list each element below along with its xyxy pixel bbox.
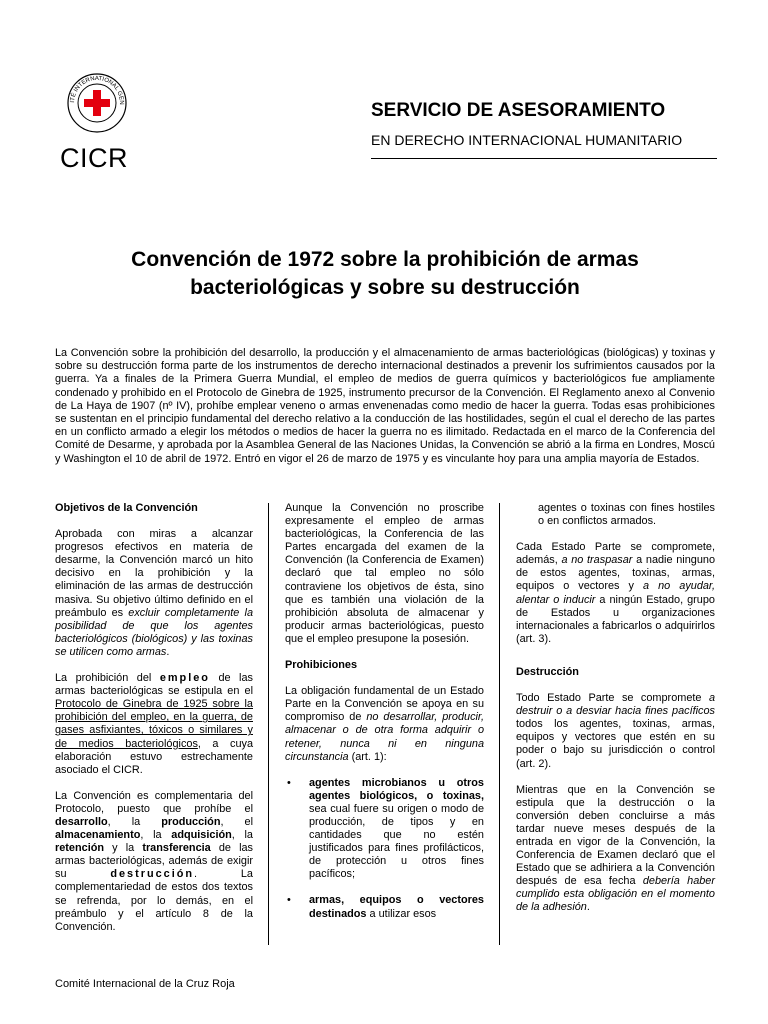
bullet-item: • agentes microbianos u otros agentes biológicos, o toxinas, sea cual fuere su origen o modo de producción, de tipos y en cantidades que no estén justificados para fines profilácticos, de protección u otros fines pacíficos; bbox=[287, 776, 484, 881]
paragraph: Cada Estado Parte se compromete, además, a no traspasar a nadie ninguno de estos agentes, toxinas, armas, equipos o vectores y a no ayudar, alentar o inducir a ningún Estado, grupo de Estados u organizaciones internacionales a fabricarlos o adquirirlos (art. 3). bbox=[516, 541, 715, 645]
column-1 bbox=[55, 502, 253, 947]
paragraph: La obligación fundamental de un Estado Parte en la Convención se apoya en su compromiso de no desarrollar, producir, almacenar o de otra forma adquirir o retener, nunca ni en ninguna circunstancia (art. 1): bbox=[285, 685, 484, 763]
paragraph: Aprobada con miras a alcanzar progresos efectivos en materia de desarme, la Convención marcó un hito decisivo en la prohibición y la eliminación de las armas de destrucción masiva. Su objetivo último definido en el preámbulo es excluir completamente la posibilidad de que los agentes bacteriológicos (biológicos) y las toxinas se utilicen como armas. bbox=[55, 528, 253, 658]
service-header bbox=[371, 100, 717, 159]
column-divider-1 bbox=[268, 503, 269, 945]
section-heading-destruccion: Destrucción bbox=[516, 665, 579, 678]
emblem-ring-text: ITÉ INTERNATIONAL GEN bbox=[69, 75, 125, 105]
column-2 bbox=[285, 502, 484, 934]
bullet-icon: • bbox=[287, 776, 291, 789]
paragraph: Mientras que en la Convención se estipula que la destrucción o la conversión deben concluirse a más tardar nueve meses después de la entrada en vigor de la Convención, la Conferencia de Examen declaró que el Estado que se adhiriera a la Convención después de esa fecha debería haber cumplido esta obligación en el momento de la adhesión. bbox=[516, 783, 715, 914]
footer-text: Comité Internacional de la Cruz Roja bbox=[55, 978, 235, 990]
logo-text: CICR bbox=[60, 143, 128, 173]
bullet-item: • armas, equipos o vectores destinados a utilizar esos bbox=[287, 894, 484, 920]
service-subtitle: EN DERECHO INTERNACIONAL HUMANITARIO bbox=[371, 132, 717, 159]
red-cross-emblem-icon bbox=[66, 72, 128, 134]
document-title bbox=[55, 246, 715, 302]
column-3 bbox=[516, 502, 715, 928]
document-title-line-1: Convención de 1972 sobre la prohibición de armas bbox=[131, 248, 639, 271]
column-divider-2 bbox=[499, 503, 500, 945]
paragraph: Todo Estado Parte se compromete a destruir o a desviar hacia fines pacíficos todos los agentes, toxinas, armas, equipos y vectores que estén en su poder o bajo su jurisdicción o control (art. 2). bbox=[516, 692, 715, 770]
paragraph: La prohibición del empleo de las armas bacteriológicas se estipula en el Protocolo de Ginebra de 1925 sobre la prohibición del empleo, en la guerra, de gases asfixiantes, tóxicos o similares y de medios bacteriológicos, a cuya elaboración estuvo estrechamente asociado el CICR. bbox=[55, 672, 253, 776]
document-title-line-2: bacteriológicas y sobre su destrucción bbox=[190, 276, 580, 299]
cicr-logo bbox=[60, 72, 140, 174]
section-heading-prohibiciones: Prohibiciones bbox=[285, 659, 358, 672]
protocol-reference: Protocolo de Ginebra de 1925 sobre la prohibición del empleo, en la guerra, de gases asfixiantes, tóxicos o similares y de medios bacteriológicos bbox=[55, 698, 253, 750]
paragraph: Aunque la Convención no proscribe expresamente el empleo de armas bacteriológicas, la Conferencia de las Partes encargada del examen de la Convención (la Conferencia de Examen) declaró que tal empleo no sólo contraviene los objetivos de ésta, sino que es también una violación de la prohibición absoluta de almacenar y producir armas bacteriológicas, puesto que el empleo presupone la posesión. bbox=[285, 502, 484, 645]
bullet-icon: • bbox=[287, 894, 291, 907]
service-title: SERVICIO DE ASESORAMIENTO bbox=[371, 100, 666, 121]
paragraph: agentes o toxinas con fines hostiles o en conflictos armados. bbox=[538, 502, 715, 528]
paragraph: La Convención es complementaria del Protocolo, puesto que prohíbe el desarrollo, la producción, el almacenamiento, la adquisición, la retención y la transferencia de las armas bacteriológicas, además de exigir su destrucción. La complementariedad de estos dos textos se refrenda, por lo demás, en el preámbulo y el artículo 8 de la Convención. bbox=[55, 789, 253, 933]
section-heading-objetivos: Objetivos de la Convención bbox=[55, 502, 198, 514]
intro-paragraph: La Convención sobre la prohibición del desarrollo, la producción y el almacenamiento de armas bacteriológicas (biológicas) y toxinas y sobre su destrucción forma parte de los instrumentos de derecho internacional destinados a prevenir los sufrimientos causados por la guerra. Ya a finales de la Primera Guerra Mundial, el empleo de medios de guerra químicos y bacteriológicos fue ampliamente condenado y prohibido en el Protocolo de Ginebra de 1925, instrumento precursor de la Convención. El Reglamento anexo al Convenio de La Haya de 1907 (nº IV), prohíbe emplear veneno o armas envenenadas como medio de hacer la guerra. Todas esas prohibiciones se sustentan en el principio fundamental del derecho relativo a la conducción de las hostilidades, según el cual el derecho de las partes en un conflicto armado a elegir los métodos o medios de hacer la guerra no es ilimitado. Redactada en el marco de la Conferencia del Comité de Desarme, y aprobada por la Asamblea General de las Naciones Unidas, la Convención se abrió a la firma en Londres, Moscú y Washington el 10 de abril de 1972. Entró en vigor el 26 de marzo de 1975 y es vinculante hoy para una amplia mayoría de Estados. bbox=[55, 347, 715, 465]
